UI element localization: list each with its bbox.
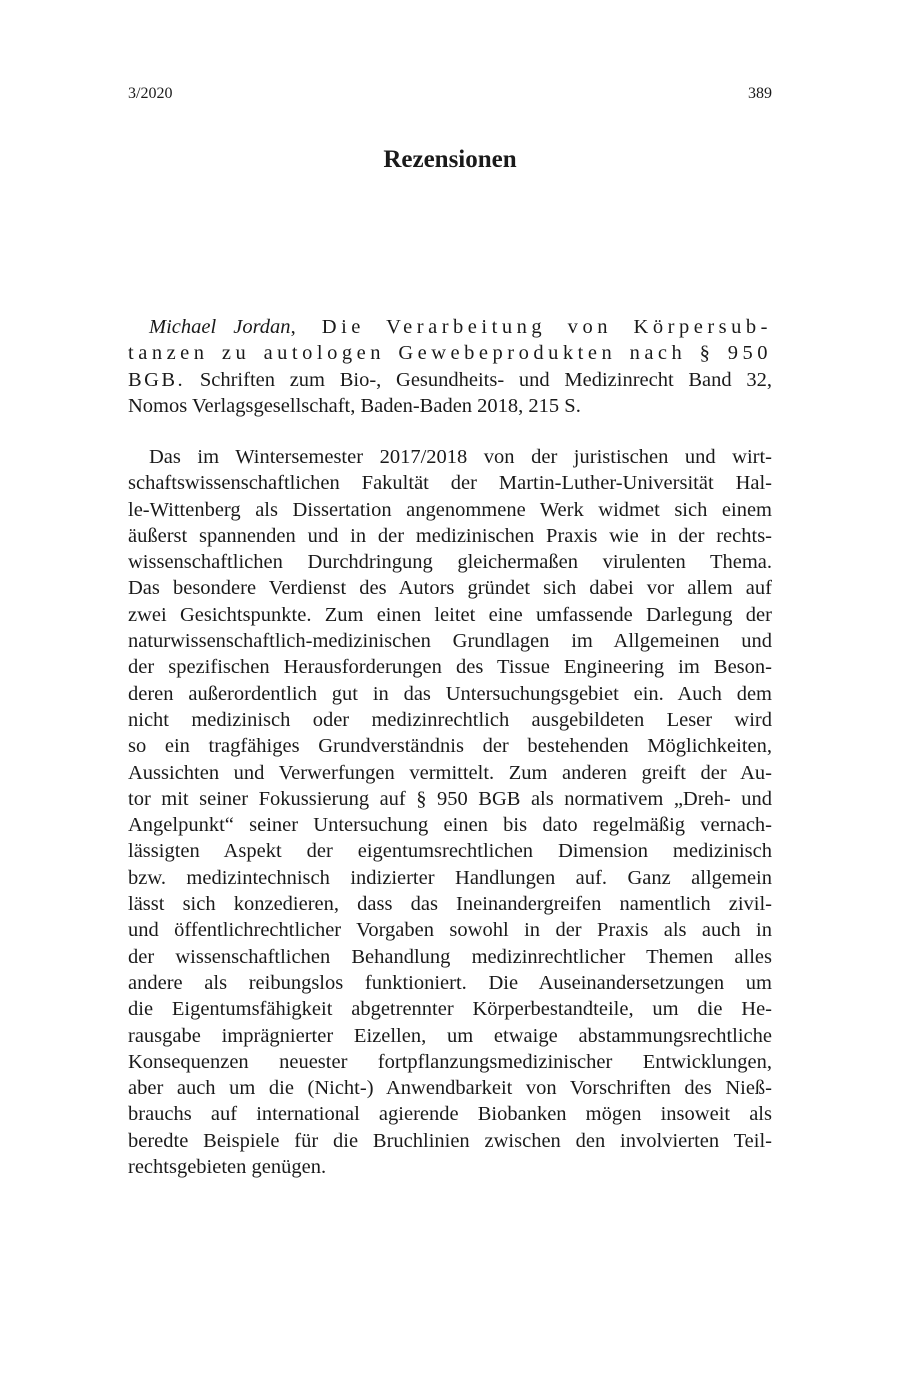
review-line: Angelpunkt“ seiner Untersuchung einen bis dato regelmäßig vernach- xyxy=(128,814,772,837)
review-line: der wissenschaftlichen Behandlung medizinrechtlicher Themen alles xyxy=(128,945,772,968)
review-line: Konsequenzen neuester fortpflanzungsmedizinischer Entwicklungen, xyxy=(128,1050,772,1073)
review-line: brauchs auf international agierende Biobanken mögen insoweit als xyxy=(128,1103,772,1126)
review-line: tor mit seiner Fokussierung auf § 950 BGB als normativem „Dreh- und xyxy=(128,787,772,810)
citation-line xyxy=(128,314,772,340)
review-line: die Eigentumsfähigkeit abgetrennter Körperbestandteile, um die He- xyxy=(128,998,772,1021)
review-line: le-Wittenberg als Dissertation angenommene Werk widmet sich einem xyxy=(128,498,772,521)
citation-bgb: BGB. xyxy=(128,368,186,391)
review-line: naturwissenschaftlich-medizinischen Grundlagen im Allgemeinen und xyxy=(128,630,772,653)
review-line: zwei Gesichtspunkte. Zum einen leitet eine umfassende Darlegung der xyxy=(128,603,772,626)
citation-line: tanzen zu autologen Gewebeprodukten nach § 950 xyxy=(128,342,772,365)
review-line: bzw. medizintechnisch indizierter Handlungen auf. Ganz allgemein xyxy=(128,866,772,889)
review-line: der spezifischen Herausforderungen des Tissue Engineering im Beson- xyxy=(128,656,772,679)
review-line: schaftswissenschaftlichen Fakultät der Martin-Luther-Universität Hal- xyxy=(128,472,772,495)
review-line: lässigten Aspekt der eigentumsrechtlichen Dimension medizinisch xyxy=(128,840,772,863)
book-citation xyxy=(128,314,772,419)
review-line: wissenschaftlichen Durchdringung gleichermaßen virulenten Thema. xyxy=(128,551,772,574)
review-line: rausgabe imprägnierter Eizellen, um etwaige abstammungsrechtliche xyxy=(128,1024,772,1047)
citation-line: Nomos Verlagsgesellschaft, Baden-Baden 2018, 215 S. xyxy=(128,394,581,417)
issue-number: 3/2020 xyxy=(128,85,173,102)
review-line: aber auch um die (Nicht-) Anwendbarkeit von Vorschriften des Nieß- xyxy=(128,1077,772,1100)
citation-title-part: , Die Verarbeitung von Körpersub- xyxy=(290,316,773,338)
page-number: 389 xyxy=(748,85,772,102)
review-line: äußerst spannenden und in der medizinischen Praxis wie in der rechts- xyxy=(128,524,772,547)
review-line: andere als reibungslos funktioniert. Die Auseinandersetzungen um xyxy=(128,971,772,994)
review-line: Aussichten und Verwerfungen vermittelt. Zum anderen greift der Au- xyxy=(128,761,772,784)
review-line: lässt sich konzedieren, dass das Ineinandergreifen namentlich zivil- xyxy=(128,893,772,916)
review-line: rechtsgebieten genügen. xyxy=(128,1156,327,1179)
citation-series: Schriften zum Bio-, Gesundheits- und Medizinrecht Band 32, xyxy=(185,368,772,391)
section-title: Rezensionen xyxy=(383,146,517,173)
review-line: Das im Wintersemester 2017/2018 von der juristischen und wirt- xyxy=(149,446,772,468)
review-line: beredte Beispiele für die Bruchlinien zwischen den involvierten Teil- xyxy=(128,1129,772,1152)
review-line: Das besondere Verdienst des Autors gründet sich dabei vor allem auf xyxy=(128,577,772,600)
review-line: so ein tragfähiges Grundverständnis der bestehenden Möglichkeiten, xyxy=(128,735,772,758)
citation-author: Michael Jordan xyxy=(149,316,291,338)
running-head xyxy=(128,82,772,106)
review-line: deren außerordentlich gut in das Untersuchungsgebiet ein. Auch dem xyxy=(128,682,772,705)
review-line: und öffentlichrechtlicher Vorgaben sowohl in der Praxis als auch in xyxy=(128,919,772,942)
review-line: nicht medizinisch oder medizinrechtlich ausgebildeten Leser wird xyxy=(128,708,772,731)
citation-line xyxy=(128,367,772,393)
review-paragraph xyxy=(128,444,772,1180)
